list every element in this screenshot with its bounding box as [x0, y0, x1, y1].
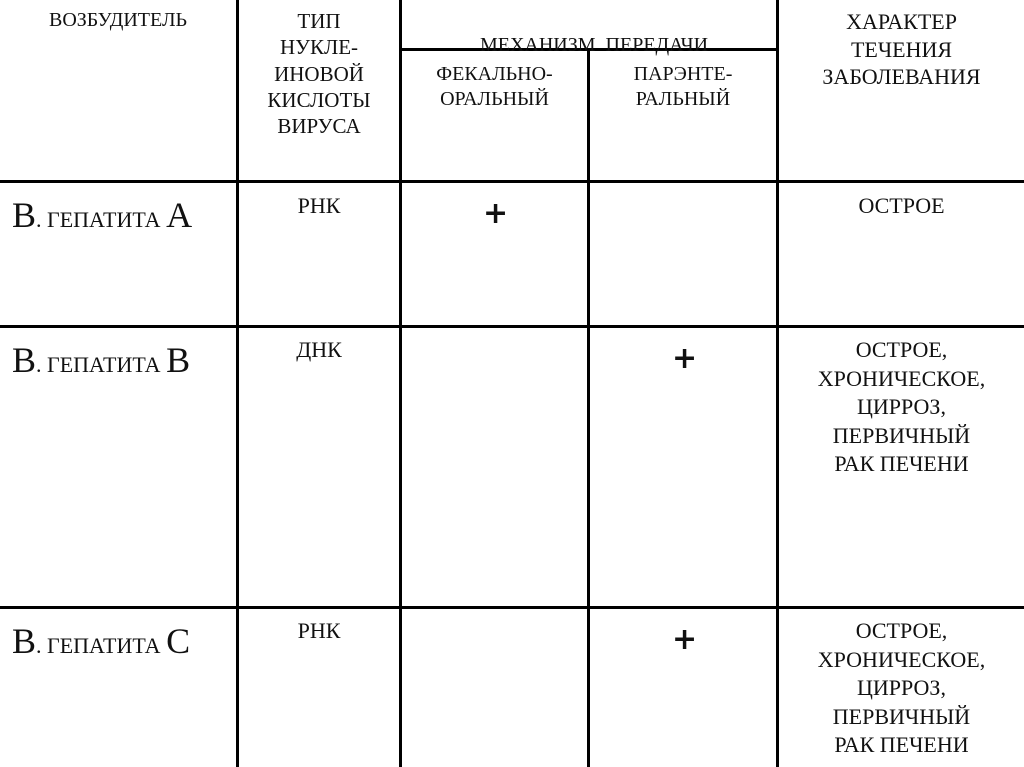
- row-3-course: ОСТРОЕ, ХРОНИЧЕСКОЕ, ЦИРРОЗ, ПЕРВИЧНЫЙ РАК ПЕЧЕНИ: [817, 618, 986, 758]
- header-course: ХАРАКТЕР ТЕЧЕНИЯ ЗАБОЛЕВАНИЯ: [822, 9, 981, 89]
- row-1-nucleic: РНК: [297, 193, 341, 218]
- header-parenteral: ПАРЭНТЕ- РАЛЬНЫЙ: [633, 63, 733, 110]
- header-pathogen: ВОЗБУДИТЕЛЬ: [48, 9, 188, 31]
- row-3-parenteral-mark: +: [672, 622, 698, 657]
- grid-hline-header-bottom: [0, 180, 1024, 183]
- header-nucleic-type: ТИП НУКЛЕ- ИНОВОЙ КИСЛОТЫ ВИРУСА: [267, 9, 371, 138]
- row-3-pathogen: В. ГЕПАТИТА С: [12, 621, 191, 661]
- header-transmission: МЕХАНИЗМ ПЕРЕДАЧИ: [479, 34, 709, 56]
- header-fecal-oral: ФЕКАЛЬНО- ОРАЛЬНЫЙ: [436, 63, 553, 110]
- row-1-course: ОСТРОЕ: [858, 193, 945, 218]
- grid-hline-row-2: [0, 606, 1024, 609]
- row-2-nucleic: ДНК: [296, 337, 342, 362]
- row-2-course: ОСТРОЕ, ХРОНИЧЕСКОЕ, ЦИРРОЗ, ПЕРВИЧНЫЙ РАК ПЕЧЕНИ: [817, 337, 986, 477]
- grid-vline-2: [399, 0, 402, 767]
- row-3-nucleic: РНК: [297, 618, 341, 643]
- row-1-fecal-oral-mark: +: [483, 196, 509, 231]
- row-2-pathogen: В. ГЕПАТИТА В: [12, 340, 191, 380]
- grid-hline-row-1: [0, 325, 1024, 328]
- grid-vline-3: [587, 49, 590, 767]
- row-2-parenteral-mark: +: [672, 341, 698, 376]
- row-1-pathogen: В. ГЕПАТИТА А: [12, 195, 193, 235]
